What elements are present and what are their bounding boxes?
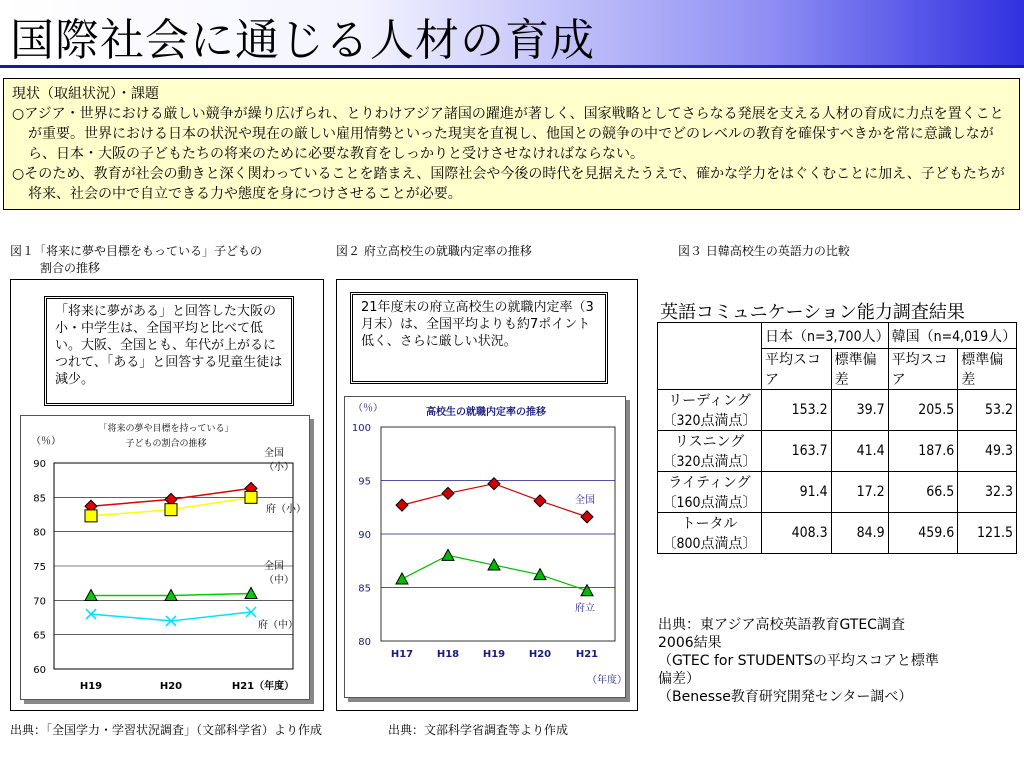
y-tick-label: 100 bbox=[351, 423, 371, 434]
fig2-chart-frame bbox=[344, 396, 626, 698]
fig3-source-line: 2006結果 bbox=[658, 635, 722, 651]
data-point bbox=[442, 487, 454, 499]
table-cell: 49.3 bbox=[958, 431, 1017, 472]
chart-title: 高校生の就職内定率の推移 bbox=[426, 407, 546, 418]
row-label bbox=[658, 472, 762, 513]
table-cell: 459.6 bbox=[888, 513, 958, 554]
data-point bbox=[245, 491, 257, 503]
y-tick-label: 65 bbox=[33, 630, 46, 642]
table-cell: 84.9 bbox=[831, 513, 888, 554]
x-tick-label: H21（年度） bbox=[231, 681, 295, 692]
table-cell: 39.7 bbox=[831, 390, 888, 431]
table-cell: 163.7 bbox=[762, 431, 832, 472]
fig2-source: 出典：文部科学省調査等より作成 bbox=[388, 723, 569, 737]
y-tick-label: 90 bbox=[358, 530, 371, 541]
table-cell: 66.5 bbox=[888, 472, 958, 513]
y-axis-label: （％） bbox=[353, 403, 383, 414]
table-cell: 53.2 bbox=[958, 390, 1017, 431]
y-tick-label: 85 bbox=[33, 493, 46, 505]
row-full-score: 〔320点満点〕 bbox=[662, 413, 757, 429]
series-label: 府（小） bbox=[266, 504, 306, 515]
row-label bbox=[658, 431, 762, 472]
table-cell: 187.6 bbox=[888, 431, 958, 472]
fig2-chart bbox=[345, 397, 627, 699]
data-point bbox=[396, 573, 408, 584]
summary-paragraph-2: ○そのため、教育が社会の動きと深く関わっていることを踏まえ、国際社会や今後の時代を見据えたうえで、確かな学力をはぐくむことに加え、子どもたちが将来、社会の中で自立できる力や態度を身につけさせることが必要。 bbox=[12, 166, 1005, 202]
fig3-source-line: （GTEC for STUDENTSの平均スコアと標準 bbox=[658, 653, 939, 669]
page-title: 国際社会に通じる人材の育成 bbox=[10, 15, 595, 66]
y-tick-label: 80 bbox=[33, 527, 46, 539]
row-label bbox=[658, 513, 762, 554]
x-tick-label: H19 bbox=[482, 649, 506, 660]
summary-heading: 現状（取組状況）・課題 bbox=[12, 86, 159, 102]
fig3-table-title: 英語コミュニケーション能力調査結果 bbox=[660, 302, 965, 323]
row-full-score: 〔160点満点〕 bbox=[662, 495, 757, 511]
table-cell: 17.2 bbox=[831, 472, 888, 513]
y-tick-label: 80 bbox=[358, 637, 371, 648]
data-point bbox=[396, 499, 408, 511]
fig3-source-line: （Benesse教育研究開発センター調べ） bbox=[658, 689, 913, 705]
series-label-sub: （中） bbox=[264, 575, 294, 586]
y-axis-label: （％） bbox=[31, 436, 61, 447]
y-tick-label: 60 bbox=[33, 665, 46, 676]
row-name: リーディング bbox=[668, 393, 751, 409]
x-tick-label: H17 bbox=[390, 649, 414, 660]
row-full-score: 〔320点満点〕 bbox=[662, 454, 757, 470]
sub-avg-japan: 平均スコア bbox=[762, 349, 832, 390]
fig3-source-line: 出典：東アジア高校英語教育GTEC調査 bbox=[658, 617, 905, 633]
x-tick-label: H18 bbox=[436, 649, 460, 660]
col-korea: 韓国（n=4,019人） bbox=[888, 323, 1016, 349]
table-corner bbox=[658, 323, 762, 390]
table-cell: 91.4 bbox=[762, 472, 832, 513]
row-name: ライティング bbox=[668, 475, 751, 491]
table-cell: 41.4 bbox=[831, 431, 888, 472]
fig1-chart-frame bbox=[20, 415, 310, 700]
x-tick-label: H19 bbox=[79, 681, 103, 692]
series-label-sub: （小） bbox=[264, 462, 294, 473]
data-point bbox=[534, 495, 546, 507]
x-tick-label: H21 bbox=[575, 649, 599, 660]
data-point bbox=[165, 504, 177, 516]
fig3-source-line: 偏差） bbox=[658, 671, 700, 687]
fig1-callout: 「将来に夢がある」と回答した大阪の小・中学生は、全国平均と比べて低い。大阪、全国とも、年代が上がるにつれて、「ある」と回答する児童生徒は減少。 bbox=[44, 296, 294, 406]
fig1-chart-title-2: 子どもの割合の推移 bbox=[125, 439, 207, 449]
fig1-source: 出典：「全国学力・学習状況調査」（文部科学省）より作成 bbox=[10, 723, 323, 737]
fig3-source bbox=[658, 616, 988, 706]
fig2-caption: 図２ 府立高校生の就職内定率の推移 bbox=[336, 244, 532, 258]
sub-avg-korea: 平均スコア bbox=[888, 349, 958, 390]
fig2-callout: 21年度末の府立高校生の就職内定率（3月末）は、全国平均よりも約7ポイント低く、さらに厳しい状況。 bbox=[350, 292, 608, 384]
fig1-chart bbox=[21, 416, 311, 701]
x-tick-label: H20 bbox=[159, 681, 183, 692]
table-cell: 121.5 bbox=[958, 513, 1017, 554]
series-label: 全国 bbox=[264, 448, 284, 459]
data-point bbox=[85, 510, 97, 522]
series-label: 全国 bbox=[575, 495, 595, 506]
x-tick-label: H20 bbox=[528, 649, 552, 660]
x-axis-label: （年度） bbox=[587, 675, 627, 686]
table-cell: 408.3 bbox=[762, 513, 832, 554]
row-label bbox=[658, 390, 762, 431]
fig1-caption: 図１「将来に夢や目標をもっている」子どもの bbox=[10, 244, 263, 258]
data-point bbox=[581, 585, 593, 596]
row-full-score: 〔800点満点〕 bbox=[662, 536, 757, 552]
data-point bbox=[581, 511, 593, 523]
series-label: 府（中） bbox=[258, 620, 298, 631]
series-label: 全国 bbox=[264, 561, 284, 572]
y-tick-label: 75 bbox=[33, 562, 46, 573]
y-tick-label: 85 bbox=[358, 583, 371, 595]
table-cell: 205.5 bbox=[888, 390, 958, 431]
summary-box bbox=[3, 78, 1020, 210]
data-point bbox=[442, 549, 454, 560]
y-tick-label: 70 bbox=[33, 596, 46, 608]
fig1-chart-title-1: 「将来の夢や目標を持っている」 bbox=[98, 424, 234, 434]
y-tick-label: 90 bbox=[33, 459, 46, 470]
table-cell: 32.3 bbox=[958, 472, 1017, 513]
fig3-caption: 図３ 日韓高校生の英語力の比較 bbox=[678, 244, 850, 258]
summary-paragraph-1: ○アジア・世界における厳しい競争が繰り広げられ、とりわけアジア諸国の躍進が著しく、国家戦略としてさらなる発展を支える人材の育成に力点を置くことが重要。世界における日本の状況や現在の厳しい雇用情勢といった現実を直視し、他国との競争の中でどのレベルの教育を確保すべきかを常に意識しながら、日本・大阪の子どもたちの将来のために必要な教育をしっかりと受けさせなければならない。 bbox=[12, 106, 1004, 162]
row-name: リスニング bbox=[674, 434, 745, 450]
sub-sd-korea: 標準偏差 bbox=[958, 349, 1017, 390]
series-line-3 bbox=[91, 612, 251, 621]
col-japan: 日本（n=3,700人） bbox=[762, 323, 889, 349]
sub-sd-japan: 標準偏差 bbox=[831, 349, 888, 390]
series-label: 府立 bbox=[575, 603, 595, 614]
title-bar bbox=[0, 0, 1024, 68]
data-point bbox=[488, 478, 500, 490]
row-name: トータル bbox=[681, 516, 738, 532]
y-tick-label: 95 bbox=[358, 476, 371, 488]
table-cell: 153.2 bbox=[762, 390, 832, 431]
fig1-caption-line2: 割合の推移 bbox=[40, 261, 101, 275]
english-score-table bbox=[657, 322, 1017, 554]
